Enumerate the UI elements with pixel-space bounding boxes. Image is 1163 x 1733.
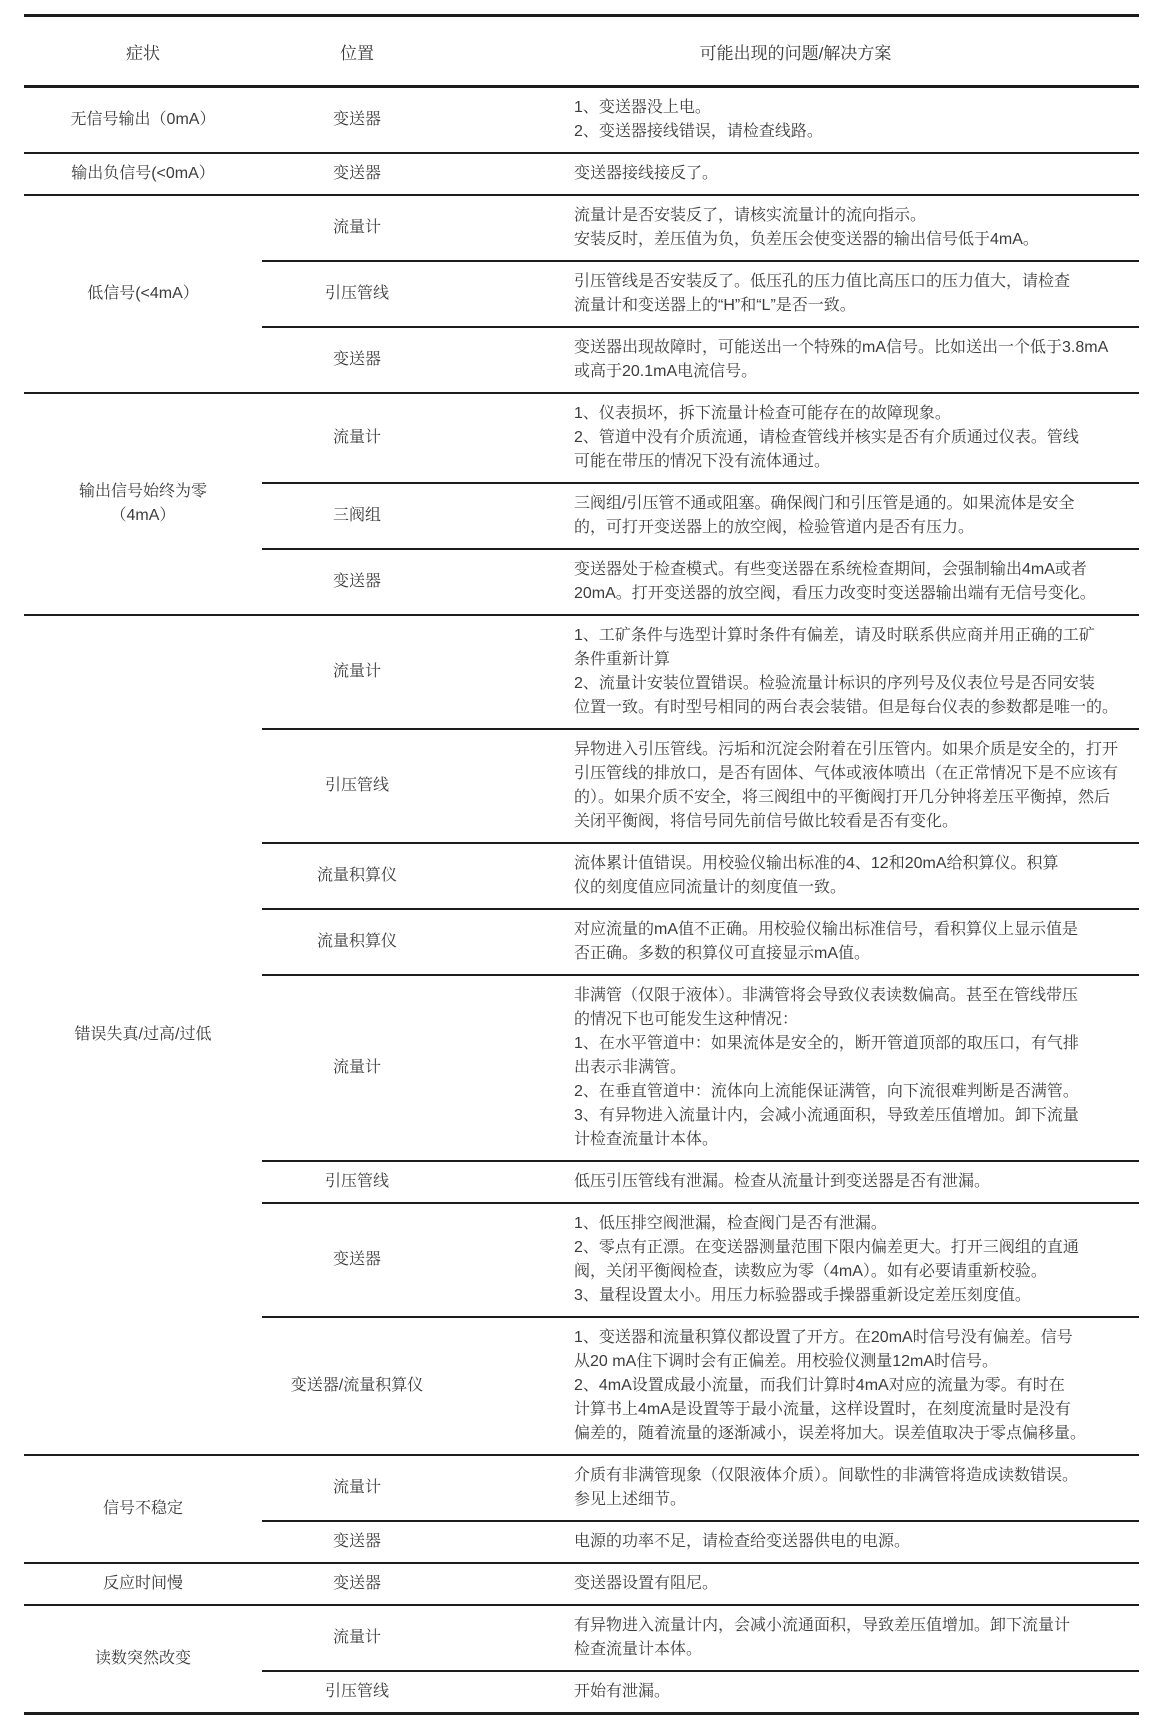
row-list bbox=[262, 1456, 1139, 1562]
solution-cell: 开始有泄漏。 bbox=[574, 1683, 671, 1700]
table-row bbox=[262, 1606, 1139, 1670]
solution-cell: 有异物进入流量计内，会减小流通面积，导致差压值增加。卸下流量计 检查流量计本体。 bbox=[574, 1617, 1071, 1658]
symptom-cell: 反应时间慢 bbox=[102, 1575, 183, 1592]
table-row-group bbox=[24, 614, 1139, 1454]
row-list bbox=[262, 616, 1139, 1454]
location-cell: 流量计 bbox=[332, 1629, 381, 1646]
table-row-group bbox=[24, 194, 1139, 392]
location-cell: 引压管线 bbox=[324, 777, 389, 794]
location-cell: 变送器 bbox=[332, 165, 381, 182]
troubleshooting-table bbox=[24, 14, 1139, 1715]
table-row-group bbox=[24, 1604, 1139, 1712]
solution-cell: 1、仪表损坏，拆下流量计检查可能存在的故障现象。 2、管道中没有介质流通，请检查管线并核实是否有介质通过仪表。管线 可能在带压的情况下没有流体通过。 bbox=[574, 405, 1079, 470]
header-solution: 可能出现的问题/解决方案 bbox=[699, 43, 892, 63]
location-cell: 流量积算仪 bbox=[316, 933, 397, 950]
table-row bbox=[262, 326, 1139, 392]
header-symptom: 症状 bbox=[126, 43, 160, 63]
solution-cell: 电源的功率不足，请检查给变送器供电的电源。 bbox=[574, 1533, 911, 1550]
location-cell: 流量计 bbox=[332, 663, 381, 680]
table-row bbox=[262, 842, 1139, 908]
solution-cell: 异物进入引压管线。污垢和沉淀会附着在引压管内。如果介质是安全的，打开 引压管线的排放口，是否有固体、气体或液体喷出（在正常情况下是不应该有 的）。如果介质不安全，将三阀组中的平衡阀打开几分钟将差压平衡掉，然后 关闭平衡阀，将信号同先前信号做比较看是否有变化。 bbox=[574, 741, 1119, 830]
table-row bbox=[262, 1564, 1139, 1604]
solution-cell: 介质有非满管现象（仅限液体介质）。间歇性的非满管将造成读数错误。 参见上述细节。 bbox=[574, 1467, 1079, 1508]
solution-cell: 变送器出现故障时，可能送出一个特殊的mA信号。比如送出一个低于3.8mA 或高于20.1mA电流信号。 bbox=[574, 339, 1109, 380]
row-list bbox=[262, 196, 1139, 392]
symptom-cell: 信号不稳定 bbox=[102, 1500, 183, 1517]
location-cell: 变送器 bbox=[332, 1575, 381, 1592]
table-row bbox=[262, 548, 1139, 614]
solution-cell: 流量计是否安装反了，请核实流量计的流向指示。 安装反时，差压值为负，负差压会使变送器的输出信号低于4mA。 bbox=[574, 207, 1039, 248]
row-list bbox=[262, 394, 1139, 614]
table-row bbox=[262, 394, 1139, 482]
table-row bbox=[262, 1160, 1139, 1202]
location-cell: 流量计 bbox=[332, 429, 381, 446]
table-row-group bbox=[24, 1454, 1139, 1562]
table-row bbox=[262, 154, 1139, 194]
location-cell: 三阀组 bbox=[332, 507, 381, 524]
table-body bbox=[24, 88, 1139, 1712]
location-cell: 引压管线 bbox=[324, 285, 389, 302]
table-row bbox=[262, 1456, 1139, 1520]
symptom-cell: 输出信号始终为零 （4mA） bbox=[78, 483, 207, 524]
header-location: 位置 bbox=[340, 43, 374, 63]
table-row-group bbox=[24, 88, 1139, 152]
table-header-row bbox=[24, 17, 1139, 88]
location-cell: 变送器 bbox=[332, 111, 381, 128]
symptom-cell: 无信号输出（0mA） bbox=[70, 111, 216, 128]
location-cell: 引压管线 bbox=[324, 1173, 389, 1190]
table-row bbox=[262, 908, 1139, 974]
location-cell: 变送器 bbox=[332, 573, 381, 590]
solution-cell: 对应流量的mA值不正确。用校验仪输出标准信号，看积算仪上显示值是 否正确。多数的积算仪可直接显示mA值。 bbox=[574, 921, 1079, 962]
solution-cell: 变送器接线接反了。 bbox=[574, 165, 719, 182]
table-row bbox=[262, 616, 1139, 728]
location-cell: 流量计 bbox=[332, 1479, 381, 1496]
location-cell: 变送器 bbox=[332, 351, 381, 368]
table-row bbox=[262, 482, 1139, 548]
row-list bbox=[262, 1564, 1139, 1604]
table-row bbox=[262, 1520, 1139, 1562]
location-cell: 变送器/流量积算仪 bbox=[290, 1377, 424, 1394]
symptom-cell: 错误失真/过高/过低 bbox=[74, 1026, 212, 1043]
location-cell: 流量计 bbox=[332, 1059, 381, 1076]
solution-cell: 1、变送器和流量积算仪都设置了开方。在20mA时信号没有偏差。信号 从20 mA住下调时会有正偏差。用校验仪测量12mA时信号。 2、4mA设置成最小流量，而我们计算时4mA对应的流量为零。有时在 计算书上4mA是设置等于最小流量，这样设置时，在刻度流量时是没有 偏差的，随着流量的逐渐减小，误差将加大。误差值取决于零点偏移量。 bbox=[574, 1329, 1087, 1442]
solution-cell: 低压引压管线有泄漏。检查从流量计到变送器是否有泄漏。 bbox=[574, 1173, 991, 1190]
row-list bbox=[262, 1606, 1139, 1712]
table-row-group bbox=[24, 152, 1139, 194]
table-row-group bbox=[24, 1562, 1139, 1604]
solution-cell: 1、变送器没上电。 2、变送器接线错误，请检查线路。 bbox=[574, 99, 823, 140]
location-cell: 变送器 bbox=[332, 1533, 381, 1550]
solution-cell: 三阀组/引压管不通或阻塞。确保阀门和引压管是通的。如果流体是安全 的，可打开变送器上的放空阀，检验管道内是否有压力。 bbox=[574, 495, 1075, 536]
solution-cell: 流体累计值错误。用校验仪输出标准的4、12和20mA给积算仪。积算 仪的刻度值应同流量计的刻度值一致。 bbox=[574, 855, 1059, 896]
location-cell: 流量积算仪 bbox=[316, 867, 397, 884]
symptom-cell: 读数突然改变 bbox=[94, 1650, 191, 1667]
solution-cell: 变送器处于检查模式。有些变送器在系统检查期间，会强制输出4mA或者 20mA。打开变送器的放空阀，看压力改变时变送器输出端有无信号变化。 bbox=[574, 561, 1096, 602]
table-row-group bbox=[24, 392, 1139, 614]
symptom-cell: 低信号(<4mA） bbox=[87, 285, 199, 302]
location-cell: 流量计 bbox=[332, 219, 381, 236]
solution-cell: 非满管（仅限于液体）。非满管将会导致仪表读数偏高。甚至在管线带压 的情况下也可能发生这种情况： 1、在水平管道中：如果流体是安全的，断开管道顶部的取压口，有气排 出表示非满管。 2、在垂直管道中：流体向上流能保证满管，向下流很难判断是否满管。 3、有异物进入流量计内，会减小流通面积，导致差压值增加。卸下流量 计检查流量计本体。 bbox=[574, 987, 1079, 1148]
table-row bbox=[262, 974, 1139, 1160]
table-row bbox=[262, 728, 1139, 842]
table-row bbox=[262, 88, 1139, 152]
row-list bbox=[262, 88, 1139, 152]
symptom-cell: 输出负信号(<0mA） bbox=[71, 165, 215, 182]
solution-cell: 1、低压排空阀泄漏，检查阀门是否有泄漏。 2、零点有正漂。在变送器测量范围下限内偏差更大。打开三阀组的直通 阀，关闭平衡阀检查，读数应为零（4mA）。如有必要请重新校验。 3、量程设置太小。用压力标验器或手操器重新设定差压刻度值。 bbox=[574, 1215, 1079, 1304]
table-row bbox=[262, 1670, 1139, 1712]
table-row bbox=[262, 1202, 1139, 1316]
row-list bbox=[262, 154, 1139, 194]
solution-cell: 变送器设置有阻尼。 bbox=[574, 1575, 719, 1592]
table-row bbox=[262, 196, 1139, 260]
solution-cell: 1、工矿条件与选型计算时条件有偏差，请及时联系供应商并用正确的工矿 条件重新计算 2、流量计安装位置错误。检验流量计标识的序列号及仪表位号是否同安装 位置一致。有时型号相同的两台表会装错。但是每台仪表的参数都是唯一的。 bbox=[574, 627, 1119, 716]
table-row bbox=[262, 260, 1139, 326]
location-cell: 变送器 bbox=[332, 1251, 381, 1268]
location-cell: 引压管线 bbox=[324, 1683, 389, 1700]
solution-cell: 引压管线是否安装反了。低压孔的压力值比高压口的压力值大，请检查 流量计和变送器上的“H”和“L”是否一致。 bbox=[574, 273, 1071, 314]
table-row bbox=[262, 1316, 1139, 1454]
